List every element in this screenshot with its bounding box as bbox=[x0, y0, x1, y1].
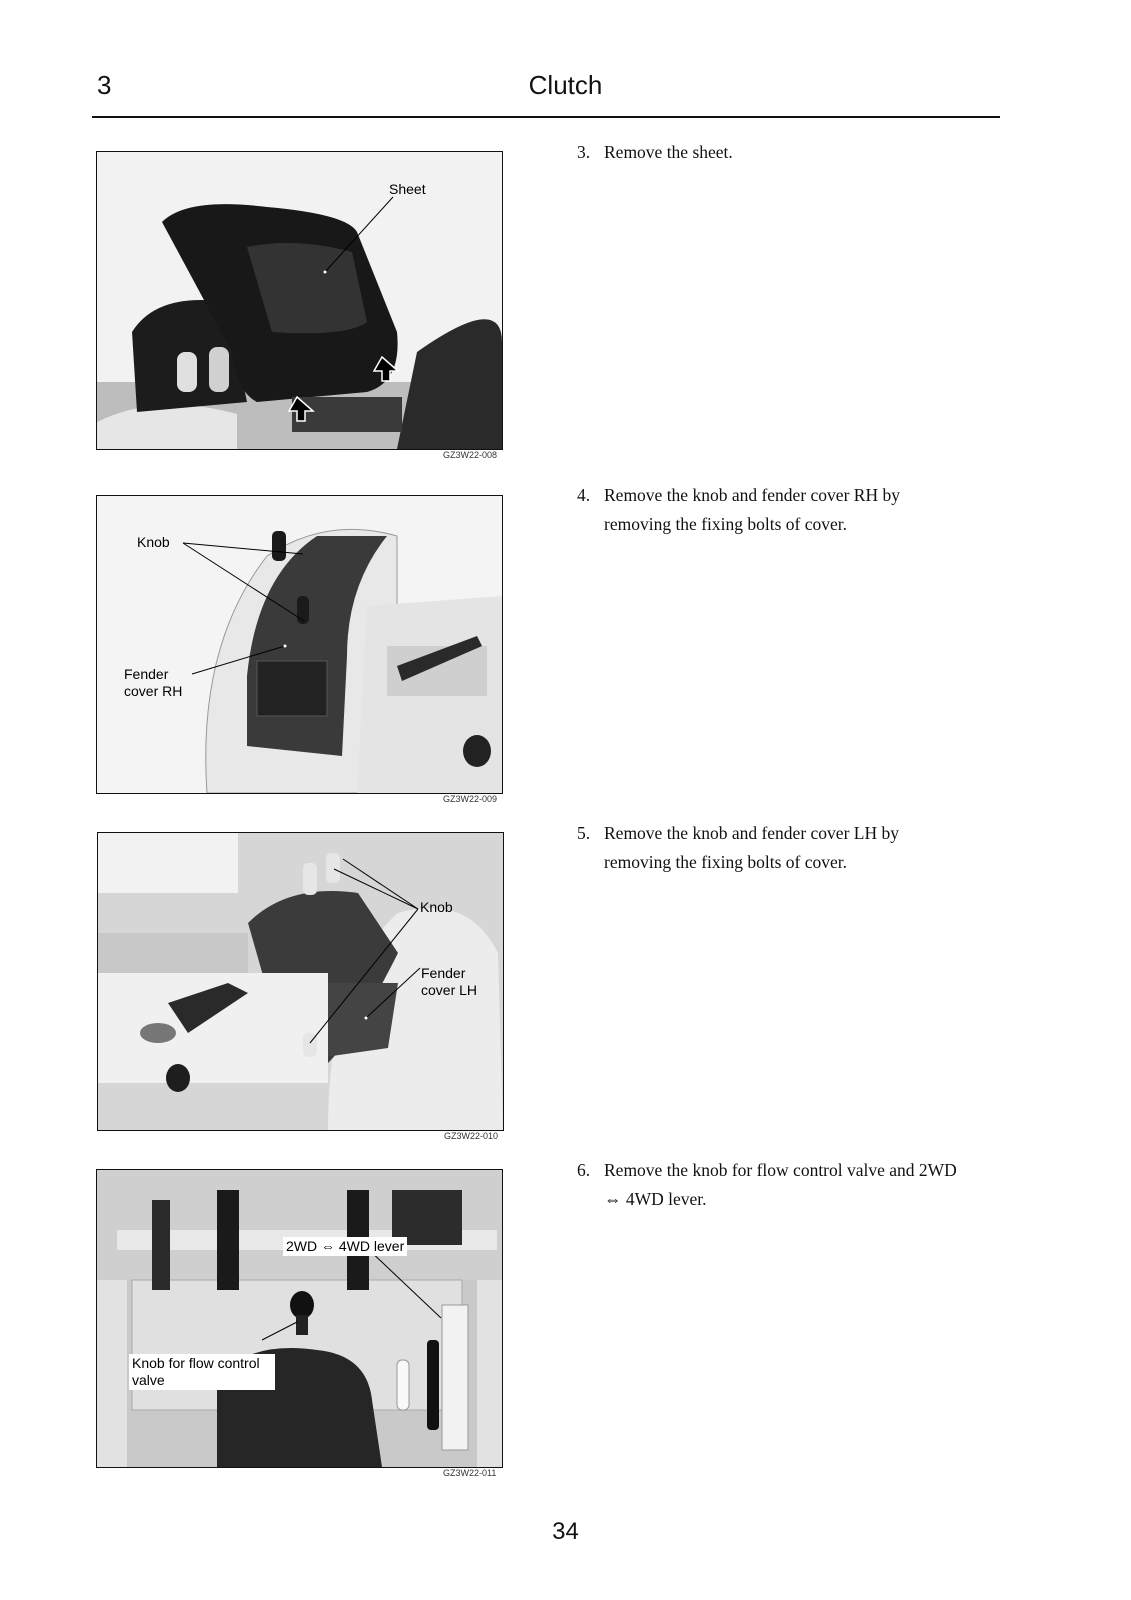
callout-flow-line2: valve bbox=[132, 1372, 165, 1388]
lever-photo-illustration bbox=[97, 1170, 502, 1467]
callout-flow-control-knob bbox=[129, 1354, 275, 1390]
callout-fender-line1: Fender bbox=[421, 965, 466, 981]
step-4 bbox=[577, 481, 977, 539]
figure-fender-rh-photo bbox=[96, 495, 503, 794]
callout-knob: Knob bbox=[420, 899, 453, 915]
step-number: 6. bbox=[577, 1160, 591, 1180]
step-text: Remove the knob for flow control valve and 2WD ⇔ 4WD lever. bbox=[604, 1160, 957, 1209]
page-number: 34 bbox=[552, 1518, 579, 1545]
figure-lever-photo bbox=[96, 1169, 503, 1468]
chapter-number: 3 bbox=[97, 70, 112, 100]
step-number: 4. bbox=[577, 485, 591, 505]
callout-fender-line1: Fender bbox=[124, 666, 169, 682]
figure-code: GZ3W22-008 bbox=[443, 450, 498, 460]
step-number: 5. bbox=[577, 823, 591, 843]
sheet-photo-illustration bbox=[97, 152, 502, 449]
figure-fender-lh-photo bbox=[97, 832, 504, 1131]
header-rule bbox=[92, 116, 1000, 118]
figure-code: GZ3W22-009 bbox=[443, 794, 498, 804]
step-text: Remove the knob and fender cover LH by removing the fixing bolts of cover. bbox=[604, 823, 899, 872]
step-3 bbox=[577, 138, 977, 167]
step-text: Remove the knob and fender cover RH by removing the fixing bolts of cover. bbox=[604, 485, 900, 534]
page-title: Clutch bbox=[528, 70, 603, 100]
callout-fender-line2: cover LH bbox=[421, 982, 478, 998]
callout-fender-line2: cover RH bbox=[124, 683, 183, 699]
step-number: 3. bbox=[577, 142, 591, 162]
callout-2wd-4wd-lever: 2WD ⇔ 4WD lever bbox=[283, 1237, 407, 1256]
callout-knob: Knob bbox=[137, 534, 170, 550]
figure-code: GZ3W22-010 bbox=[444, 1131, 499, 1141]
figure-sheet-photo bbox=[96, 151, 503, 450]
figure-code: GZ3W22-011 bbox=[443, 1468, 497, 1478]
step-6 bbox=[577, 1156, 977, 1214]
step-text: Remove the sheet. bbox=[604, 142, 733, 162]
callout-sheet: Sheet bbox=[389, 181, 426, 197]
step-5 bbox=[577, 819, 977, 877]
callout-flow-line1: Knob for flow control bbox=[132, 1355, 260, 1371]
